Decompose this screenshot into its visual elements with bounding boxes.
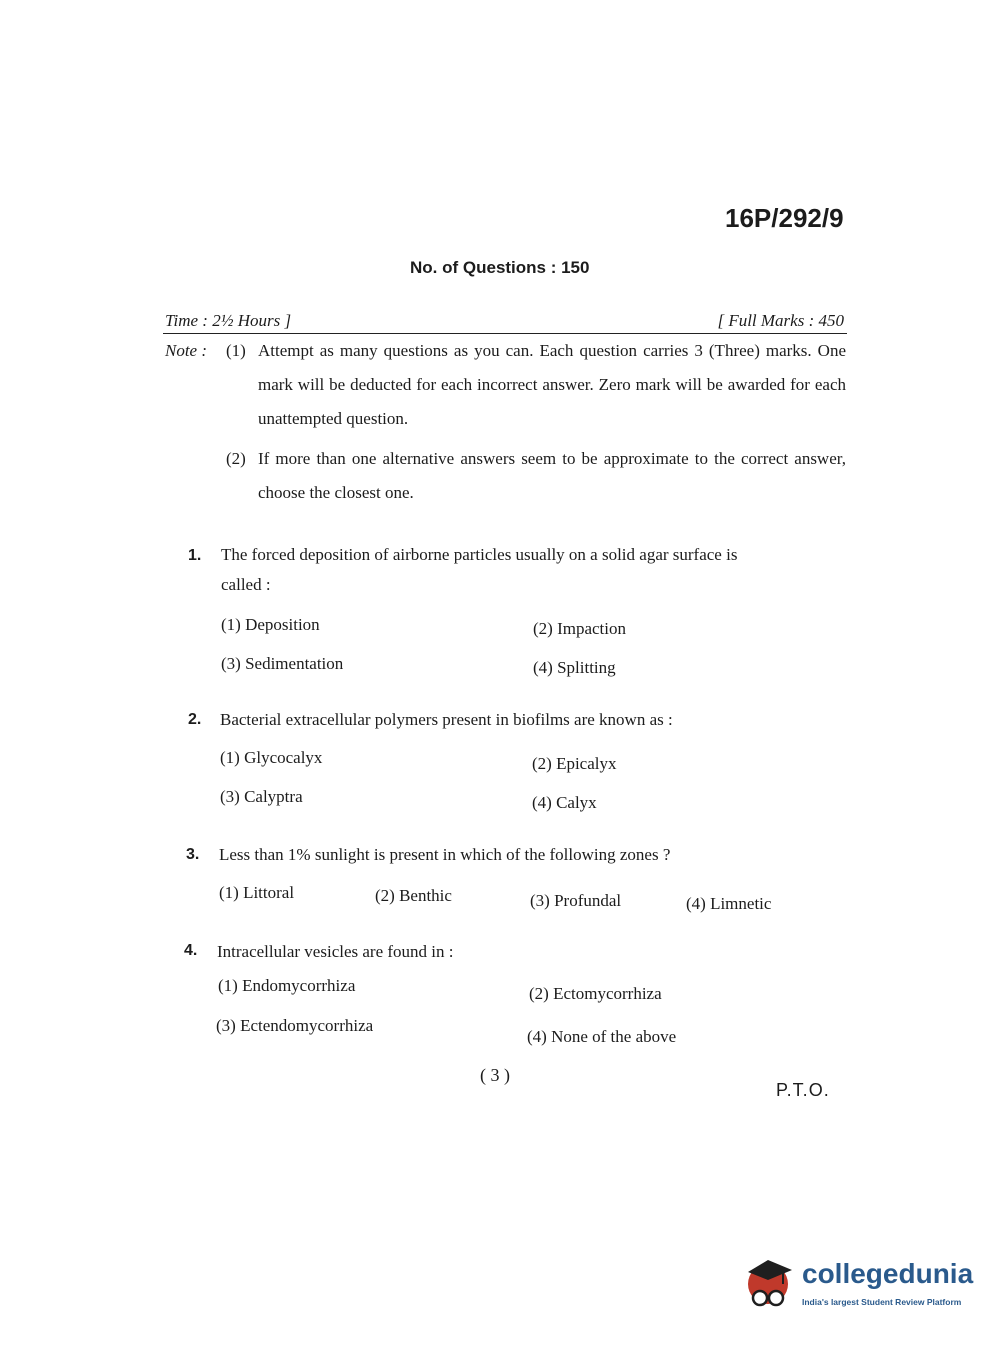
question-number: 1. bbox=[188, 547, 202, 564]
option: (4) Calyx bbox=[532, 793, 597, 812]
option: (2) Ectomycorrhiza bbox=[529, 984, 662, 1003]
question-text: Bacterial extracellular polymers present in biofilms are known as : bbox=[220, 710, 673, 729]
option: (2) Epicalyx bbox=[532, 754, 617, 773]
note-item-text: If more than one alternative answers seem to be approximate to the correct answer, choose the closest one. bbox=[258, 449, 846, 502]
option: (4) None of the above bbox=[527, 1027, 677, 1046]
option: (4) Splitting bbox=[533, 658, 616, 677]
question-number: 3. bbox=[186, 846, 200, 863]
question-text: Less than 1% sunlight is present in which of the following zones ? bbox=[219, 845, 671, 864]
question-text: called : bbox=[221, 575, 271, 594]
note-item-number: (2) bbox=[226, 449, 246, 468]
question-text: Intracellular vesicles are found in : bbox=[217, 942, 454, 961]
logo-tagline: India's largest Student Review Platform bbox=[802, 1297, 962, 1307]
full-marks: [ Full Marks : 450 bbox=[717, 311, 844, 330]
note-item-text: Attempt as many questions as you can. Each question carries 3 (Three) marks. One mark will be deducted for each incorrect answer. Zero mark will be awarded for each unattempted question. bbox=[258, 341, 846, 428]
number-of-questions: No. of Questions : 150 bbox=[410, 258, 590, 277]
option: (1) Endomycorrhiza bbox=[218, 976, 356, 995]
question-text: The forced deposition of airborne particles usually on a solid agar surface is bbox=[221, 545, 738, 564]
logo-brand-text: collegedunia bbox=[802, 1258, 974, 1289]
page-number: ( 3 ) bbox=[480, 1065, 510, 1085]
option: (1) Littoral bbox=[219, 883, 295, 902]
question-number: 2. bbox=[188, 711, 202, 728]
pto-label: P.T.O. bbox=[776, 1080, 830, 1100]
option: (3) Ectendomycorrhiza bbox=[216, 1016, 374, 1035]
option: (4) Limnetic bbox=[686, 894, 772, 913]
note-item-number: (1) bbox=[226, 341, 246, 360]
time-allowed: Time : 2½ Hours ] bbox=[165, 311, 292, 330]
option: (1) Glycocalyx bbox=[220, 748, 323, 767]
option: (3) Profundal bbox=[530, 891, 622, 910]
paper-code: 16P/292/9 bbox=[725, 203, 844, 233]
question-number: 4. bbox=[184, 942, 198, 959]
option: (3) Sedimentation bbox=[221, 654, 344, 673]
option: (1) Deposition bbox=[221, 615, 320, 634]
note-label: Note : bbox=[165, 341, 208, 360]
option: (3) Calyptra bbox=[220, 787, 303, 806]
option: (2) Impaction bbox=[533, 619, 626, 638]
option: (2) Benthic bbox=[375, 886, 452, 905]
